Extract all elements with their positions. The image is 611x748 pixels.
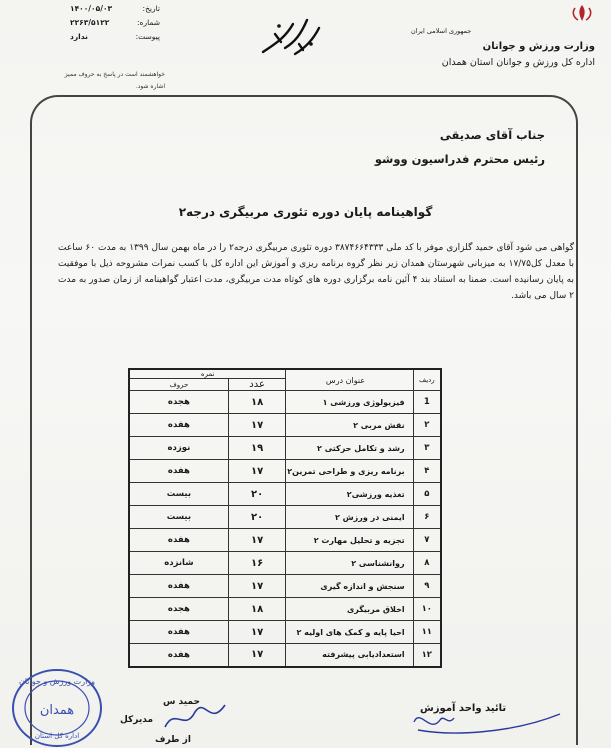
letterhead [395, 4, 595, 68]
office-name: اداره کل ورزش و جوانان استان همدان [441, 57, 595, 68]
row-number-cell: ۵ [413, 483, 441, 506]
table-row [129, 621, 441, 644]
signer-role: مدیرکل [120, 715, 154, 725]
course-title-cell: فیزیولوژی ورزشی ۱ [286, 391, 413, 414]
grade-words-cell: هفده [129, 460, 228, 483]
row-number-cell: ۷ [413, 529, 441, 552]
grade-words-cell: هجده [129, 598, 228, 621]
certificate-body: گواهی می شود آقای حمید گلزاری موفر با کد ملی ۳۸۷۴۶۶۴۳۳۳ دوره تئوری مربیگری درجه۲ را در ماه بهمن سال ۱۳۹۹ به مدت ۶۰ ساعت با معدل کل۱۷/۷۵ به میزبانی شهرستان همدان زیر نظر گروه برنامه ریزی و آموزش این اداره کل با کسب نمرات مشروحه ذیل با موفقیت به پایان رسانیده است. ضمنا به استناد بند ۴ آئین نامه برگزاری دوره های کوتاه مدت مربیگری، مدت اعتبار گواهینامه از زمان صدور به مدت ۲ سال می باشد. [58, 243, 574, 301]
row-number-cell: ۳ [413, 437, 441, 460]
calligraphy-signature-icon [255, 14, 325, 60]
grade-words-cell: هفده [129, 575, 228, 598]
table-row [129, 460, 441, 483]
course-title-cell: احیا پایه و کمک های اولیه ۲ [286, 621, 413, 644]
table-row [129, 552, 441, 575]
date-row [70, 4, 160, 13]
grade-number-cell: ۱۷ [228, 575, 286, 598]
row-number-cell: ۹ [413, 575, 441, 598]
date-value: ۱۴۰۰/۰۵/۰۳ [70, 4, 113, 13]
course-title-cell: ایمنی در ورزش ۲ [286, 506, 413, 529]
grade-number-cell: ۲۰ [228, 506, 286, 529]
table-row [129, 644, 441, 667]
grade-words-cell: هجده [129, 391, 228, 414]
course-title-cell: سنجش و اندازه گیری [286, 575, 413, 598]
svg-text:وزارت ورزش و جوانان: وزارت ورزش و جوانان [18, 677, 96, 686]
grade-words-cell: بیست [129, 483, 228, 506]
row-number-cell: ۱۱ [413, 621, 441, 644]
attachment-label: پیوست: [135, 32, 160, 41]
addressee-title: رئیس محترم فدراسیون ووشو [374, 152, 545, 166]
official-seal [5, 660, 105, 748]
addressee-name: جناب آقای صدیقی [439, 128, 545, 142]
header-number: عدد [228, 379, 286, 391]
letter-meta [70, 4, 160, 46]
header-grade: نمره [129, 369, 286, 379]
svg-text:همدان: همدان [39, 703, 75, 718]
table-row [129, 529, 441, 552]
grade-number-cell: ۱۷ [228, 460, 286, 483]
number-value: ۲۲۶۳/۵۱۲۲ [70, 18, 110, 27]
grades-table [128, 368, 442, 668]
row-number-cell: ۱۰ [413, 598, 441, 621]
table-row [129, 598, 441, 621]
table-row [129, 506, 441, 529]
grade-number-cell: ۱۹ [228, 437, 286, 460]
attachment-value: ندارد [70, 32, 88, 41]
ministry-name: وزارت ورزش و جوانان [482, 41, 595, 52]
table-row [129, 575, 441, 598]
education-unit-confirmation: تائید واحد آموزش [420, 703, 507, 714]
grade-words-cell: هفده [129, 621, 228, 644]
row-number-cell: 1 [413, 391, 441, 414]
course-title-cell: تغذیه ورزشی۲ [286, 483, 413, 506]
grade-words-cell: هفده [129, 529, 228, 552]
grade-words-cell: هفده [129, 644, 228, 667]
on-behalf-label: از طرف [155, 735, 191, 745]
course-title-cell: رشد و تکامل حرکتی ۲ [286, 437, 413, 460]
svg-text:اداره کل استان: اداره کل استان [34, 732, 80, 740]
course-title-cell: روانشناسی ۲ [286, 552, 413, 575]
grade-number-cell: ۱۸ [228, 391, 286, 414]
grade-number-cell: ۱۷ [228, 621, 286, 644]
date-label: تاریخ: [142, 4, 160, 13]
header-row-number: ردیف [413, 369, 441, 391]
grade-number-cell: ۱۸ [228, 598, 286, 621]
course-title-cell: اخلاق مربیگری [286, 598, 413, 621]
header-words: حروف [129, 379, 228, 391]
reply-note: خواهشمند است در پاسخ به حروف ممیز اشاره شود. [64, 71, 165, 90]
table-row [129, 391, 441, 414]
grade-number-cell: ۱۷ [228, 644, 286, 667]
table-row [129, 437, 441, 460]
grade-number-cell: ۱۶ [228, 552, 286, 575]
course-title-cell: نقش مربی ۲ [286, 414, 413, 437]
grade-words-cell: نوزده [129, 437, 228, 460]
signer-name: حمید س [163, 697, 200, 707]
grade-number-cell: ۱۷ [228, 414, 286, 437]
course-title-cell: برنامه ریزی و طراحی تمرین۲ [286, 460, 413, 483]
country-name: جمهوری اسلامی ایران [411, 27, 472, 35]
addressee-block [375, 123, 545, 171]
row-number-cell: ۴ [413, 460, 441, 483]
row-number-cell: ۶ [413, 506, 441, 529]
iran-emblem-icon [569, 4, 595, 22]
grade-number-cell: ۱۷ [228, 529, 286, 552]
course-title-cell: تجزیه و تحلیل مهارت ۲ [286, 529, 413, 552]
table-row [129, 414, 441, 437]
row-number-cell: ۸ [413, 552, 441, 575]
number-label: شماره: [137, 18, 160, 27]
table-row [129, 483, 441, 506]
header-course: عنوان درس [286, 369, 413, 391]
grade-number-cell: ۲۰ [228, 483, 286, 506]
course-title-cell: استعدادیابی پیشرفته [286, 644, 413, 667]
grade-words-cell: بیست [129, 506, 228, 529]
grade-words-cell: هفده [129, 414, 228, 437]
row-number-cell: ۲ [413, 414, 441, 437]
row-number-cell: ۱۲ [413, 644, 441, 667]
number-row [70, 18, 160, 27]
attachment-row [70, 32, 160, 41]
certificate-title: گواهینامه پایان دوره تئوری مربیگری درجه۲ [178, 205, 433, 219]
grade-words-cell: شانزده [129, 552, 228, 575]
